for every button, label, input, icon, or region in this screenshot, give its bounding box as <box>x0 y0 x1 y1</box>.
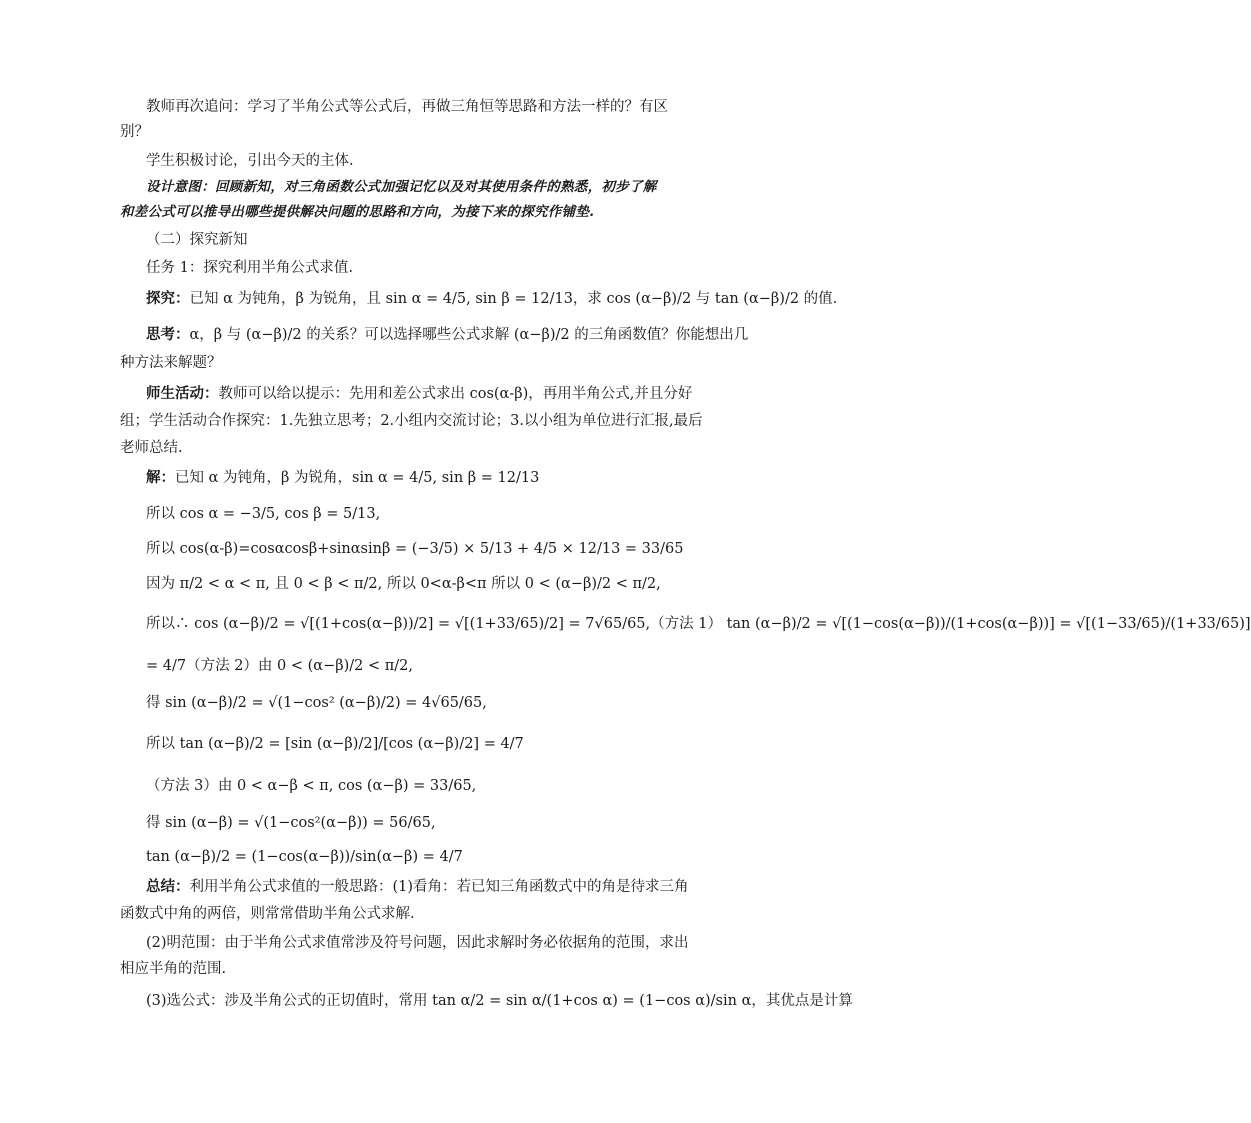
solution-line-7: 得 sin (α−β)/2 = √(1−cos² (α−β)/2) = 4√65/65, <box>146 695 487 711</box>
para-explore <box>146 288 838 310</box>
para-design-intent <box>146 176 678 198</box>
para-formula-choice: (3)选公式：涉及半角公式的正切值时，常用 tan α/2 = sin α/(1+cos α) = (1−cos α)/sin α，其优点是计算 <box>146 993 853 1009</box>
summary-label: 总结： <box>146 878 190 895</box>
solution-line-2: 所以 cos α = −3/5, cos β = 5/13, <box>146 506 381 522</box>
section-heading: （二）探究新知 <box>146 232 248 248</box>
design-intent-label: 设计意图： <box>146 179 215 195</box>
para-summary-cont: 函数式中角的两倍，则常常借助半角公式求解. <box>120 906 415 922</box>
solution-line-11: tan (α−β)/2 = (1−cos(α−β))/sin(α−β) = 4/7 <box>146 849 463 865</box>
solution-label: 解： <box>146 469 175 486</box>
para-activity-cont-1: 组；学生活动合作探究：1.先独立思考；2.小组内交流讨论；3.以小组为单位进行汇报,最后 <box>120 413 703 429</box>
para-think-cont: 种方法来解题？ <box>120 355 222 371</box>
solution-line-9: （方法 3）由 0 < α−β < π, cos (α−β) = 33/65, <box>146 778 477 794</box>
para-activity-cont-2: 老师总结. <box>120 440 183 456</box>
solution-line-3: 所以 cos(α-β)=cosαcosβ+sinαsinβ = (−3/5) × 5/13 + 4/5 × 12/13 = 33/65 <box>146 541 684 557</box>
para-teacher-question-cont: 别？ <box>120 124 149 140</box>
solution-text: 已知 α 为钝角，β 为锐角，sin α = 4/5, sin β = 12/13 <box>175 470 540 486</box>
solution-line-4: 因为 π/2 < α < π, 且 0 < β < π/2, 所以 0<α-β<π 所以 0 < (α−β)/2 < π/2, <box>146 576 661 592</box>
design-intent-text: 回顾新知，对三角函数公式加强记忆以及对其使用条件的熟悉，初步了解 <box>215 179 657 195</box>
activity-label: 师生活动： <box>146 385 219 402</box>
summary-text: 利用半角公式求值的一般思路：(1)看角：若已知三角函数式中的角是待求三角 <box>189 879 689 895</box>
para-teacher-question: 教师再次追问：学习了半角公式等公式后，再做三角恒等思路和方法一样的？有区 <box>146 99 668 115</box>
think-label: 思考： <box>146 326 190 343</box>
para-summary <box>146 876 689 898</box>
para-range-cont: 相应半角的范围. <box>120 961 227 977</box>
para-range: (2)明范围：由于半角公式求值常涉及符号问题，因此求解时务必依据角的范围，求出 <box>146 935 689 951</box>
para-student-discussion: 学生积极讨论，引出今天的主体. <box>146 153 354 169</box>
solution-line-10: 得 sin (α−β) = √(1−cos²(α−β)) = 56/65, <box>146 815 436 831</box>
solution-line-6: = 4/7（方法 2）由 0 < (α−β)/2 < π/2, <box>146 658 413 674</box>
para-design-intent-cont: 和差公式可以推导出哪些提供解决问题的思路和方向，为接下来的探究作铺垫. <box>120 204 595 220</box>
explore-text: 已知 α 为钝角，β 为锐角，且 sin α = 4/5, sin β = 12/13，求 cos (α−β)/2 与 tan (α−β)/2 的值. <box>189 291 838 307</box>
activity-text: 教师可以给以提示：先用和差公式求出 cos(α-β)，再用半角公式,并且分好 <box>218 386 693 402</box>
think-text: α，β 与 (α−β)/2 的关系？可以选择哪些公式求解 (α−β)/2 的三角函数值？你能想出几 <box>189 327 749 343</box>
task-1-heading: 任务 1：探究利用半角公式求值. <box>146 260 353 276</box>
para-think <box>146 324 749 346</box>
explore-label: 探究： <box>146 290 190 307</box>
solution-line-8: 所以 tan (α−β)/2 = [sin (α−β)/2]/[cos (α−β)/2] = 4/7 <box>146 736 524 752</box>
para-activity <box>146 383 693 405</box>
solution-line-1 <box>146 467 678 489</box>
solution-line-5: 所以∴ cos (α−β)/2 = √[(1+cos(α−β))/2] = √[(1+33/65)/2] = 7√65/65,（方法 1） tan (α−β)/2 = √[(1−cos(α−β))/(1+cos(α−β))] = √[(1−33/65)/(1+33/65)] <box>146 616 1251 632</box>
